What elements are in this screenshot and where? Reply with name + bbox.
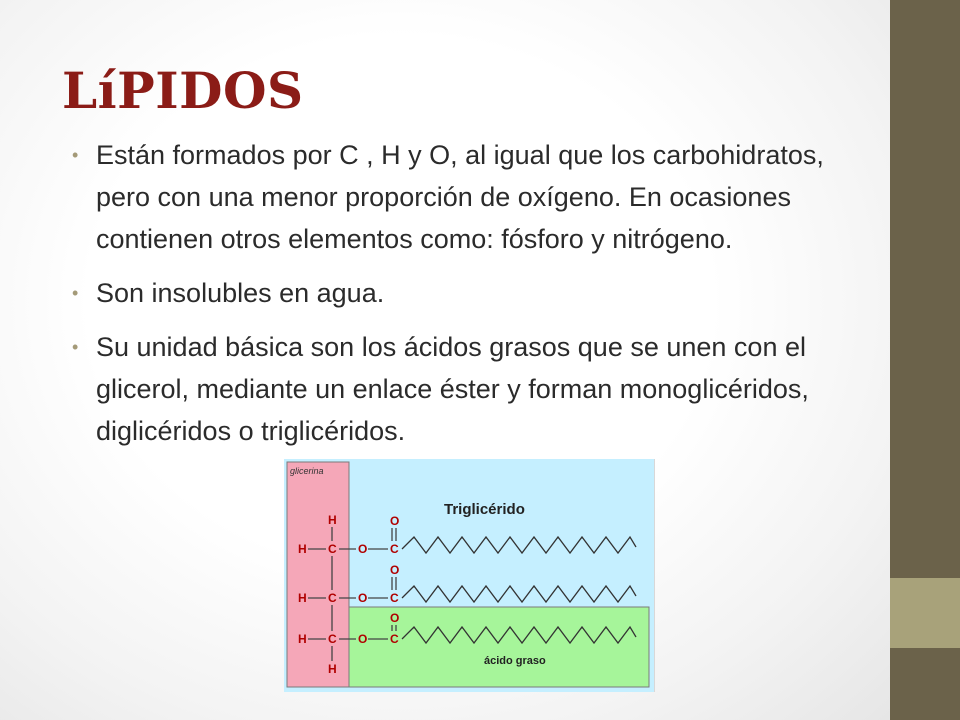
- atom-c-carbonyl-3: C: [390, 632, 399, 646]
- atom-c-2: C: [328, 591, 337, 605]
- bullet-text: Están formados por C , H y O, al igual que los carbohidratos, pero con una menor proporción de oxígeno. En ocasiones contienen otros elementos como: fósforo y nitrógeno.: [96, 140, 824, 254]
- atom-o-ester-2: O: [358, 591, 368, 605]
- slide-title: LíPIDOS: [62, 61, 304, 120]
- glycerol-label: glicerina: [290, 466, 324, 476]
- bullet-item-basic-unit: [70, 326, 882, 452]
- atom-c-1: C: [328, 542, 337, 556]
- sidebar-accent-top: [890, 0, 960, 578]
- bullet-list: [70, 134, 882, 452]
- atom-h-top: H: [328, 513, 337, 527]
- fatty-acid-chain-1: [402, 537, 636, 553]
- fatty-acid-chain-2: [402, 586, 636, 602]
- fatty-acid-label: ácido graso: [484, 655, 546, 667]
- bullet-item-composition: [70, 134, 882, 260]
- glycerol-region: [287, 462, 349, 687]
- atom-c-3: C: [328, 632, 337, 646]
- bullet-text: Son insolubles en agua.: [96, 278, 385, 308]
- atom-o-carbonyl-2: O: [390, 563, 400, 577]
- bullet-item-solubility: [70, 272, 882, 314]
- triglyceride-structure-svg: [284, 459, 654, 692]
- bullet-text: Su unidad básica son los ácidos grasos que se unen con el glicerol, mediante un enlace éster y forman monoglicéridos, diglicéridos o triglicéridos.: [96, 332, 809, 446]
- sidebar-accent-bottom: [890, 648, 960, 720]
- atom-o-ester-3: O: [358, 632, 368, 646]
- sidebar-accent-middle: [890, 578, 960, 648]
- diagram-title: Triglicérido: [444, 501, 525, 518]
- atom-h-left-2: H: [298, 591, 307, 605]
- atom-h-left-1: H: [298, 542, 307, 556]
- atom-o-ester-1: O: [358, 542, 368, 556]
- atom-c-carbonyl-1: C: [390, 542, 399, 556]
- atom-o-carbonyl-1: O: [390, 514, 400, 528]
- atom-h-bottom: H: [328, 662, 337, 676]
- triglyceride-diagram: [284, 459, 655, 692]
- atom-c-carbonyl-2: C: [390, 591, 399, 605]
- bullet-marker: •: [72, 145, 79, 165]
- atom-h-left-3: H: [298, 632, 307, 646]
- bullet-marker: •: [72, 283, 79, 303]
- atom-o-carbonyl-3: O: [390, 611, 400, 625]
- bullet-marker: •: [72, 337, 79, 357]
